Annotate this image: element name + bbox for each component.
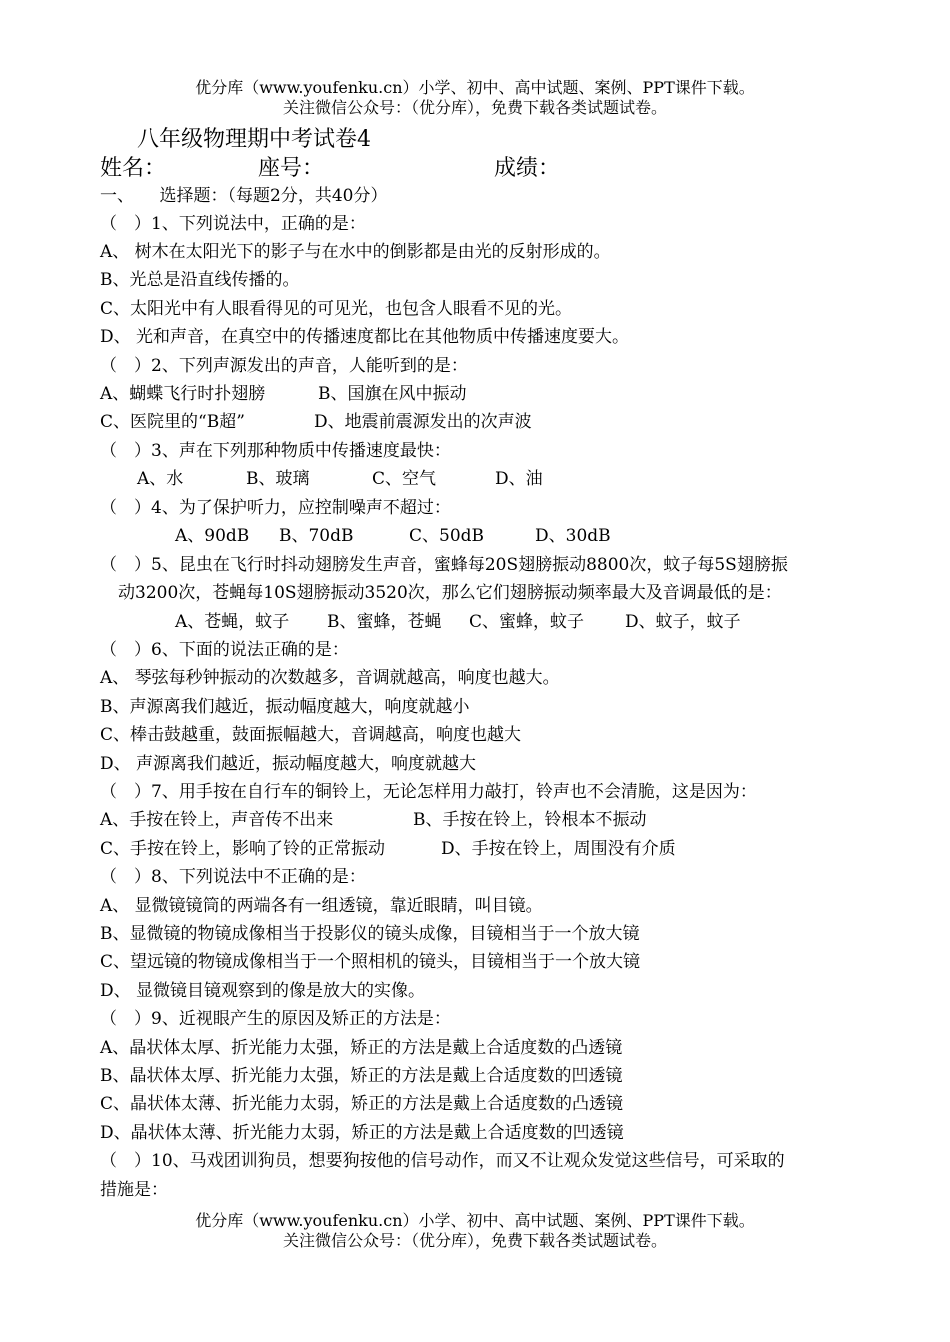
q8-option-b: B、显微镜的物镜成像相当于投影仪的镜头成像，目镜相当于一个放大镜: [100, 924, 640, 944]
question-9-stem: （ ）9、近视眼产生的原因及矫正的方法是：: [100, 1009, 451, 1029]
q7-option-c: C、手按在铃上，影响了铃的正常振动: [100, 839, 386, 859]
q4-option-c: C、50dB: [409, 526, 485, 546]
q4-option-d: D、30dB: [535, 526, 611, 546]
question-8-stem: （ ）8、下列说法中不正确的是：: [100, 867, 366, 887]
q7-option-a: A、手按在铃上，声音传不出来: [100, 810, 334, 830]
question-1-stem: （ ）1、下列说法中，正确的是：: [100, 214, 366, 234]
name-label: 姓名：: [100, 156, 167, 181]
q1-option-d: D、 光和声音，在真空中的传播速度都比在其他物质中传播速度要大。: [100, 327, 630, 347]
q5-option-a: A、苍蝇，蚊子: [175, 612, 290, 632]
q7-option-d: D、手按在铃上，周围没有介质: [441, 839, 676, 859]
q8-option-d: D、 显微镜目镜观察到的像是放大的实像。: [100, 981, 426, 1001]
q1-option-a: A、 树木在太阳光下的影子与在水中的倒影都是由光的反射形成的。: [100, 242, 611, 262]
header-line-2: 关注微信公众号：（优分库），免费下载各类试题试卷。: [282, 98, 667, 117]
q6-option-d: D、 声源离我们越近，振动幅度越大，响度就越大: [100, 754, 477, 774]
q6-option-b: B、声源离我们越近，振动幅度越大，响度就越小: [100, 697, 470, 717]
q1-option-c: C、太阳光中有人眼看得见的可见光，也包含人眼看不见的光。: [100, 299, 573, 319]
q2-option-d: D、地震前震源发出的次声波: [314, 412, 532, 432]
q9-option-c: C、晶状体太薄、折光能力太弱，矫正的方法是戴上合适度数的凸透镜: [100, 1094, 624, 1114]
q6-option-a: A、 琴弦每秒钟振动的次数越多，音调就越高，响度也越大。: [100, 668, 560, 688]
q5-option-d: D、蚊子，蚊子: [625, 612, 741, 632]
question-10-stem-line-2: 措施是：: [100, 1180, 168, 1200]
header-line-1: 优分库（www.youfenku.cn）小学、初中、高中试题、案例、PPT课件下载。: [195, 78, 755, 97]
q1-option-b: B、光总是沿直线传播的。: [100, 270, 300, 290]
question-10-stem-line-1: （ ）10、马戏团训狗员，想要狗按他的信号动作，而又不让观众发觉这些信号，可采取的: [100, 1151, 785, 1171]
q3-option-a: A、水: [137, 469, 184, 489]
q7-option-b: B、手按在铃上，铃根本不振动: [413, 810, 647, 830]
q3-option-c: C、空气: [372, 469, 437, 489]
q8-option-c: C、望远镜的物镜成像相当于一个照相机的镜头，目镜相当于一个放大镜: [100, 952, 641, 972]
q2-option-c: C、医院里的“B超”: [100, 412, 245, 432]
q3-option-d: D、油: [495, 469, 543, 489]
q6-option-c: C、棒击鼓越重，鼓面振幅越大，音调越高，响度也越大: [100, 725, 522, 745]
footer-line-1: 优分库（www.youfenku.cn）小学、初中、高中试题、案例、PPT课件下载。: [195, 1211, 755, 1230]
question-7-stem: （ ）7、用手按在自行车的铜铃上，无论怎样用力敲打，铃声也不会清脆，这是因为：: [100, 782, 757, 802]
section-heading: 一、 选择题：（每题2分，共40分）: [100, 186, 388, 206]
q9-option-b: B、晶状体太厚、折光能力太强，矫正的方法是戴上合适度数的凹透镜: [100, 1066, 623, 1086]
q8-option-a: A、 显微镜镜筒的两端各有一组透镜，靠近眼睛，叫目镜。: [100, 896, 543, 916]
q5-option-c: C、蜜蜂，蚊子: [469, 612, 585, 632]
q2-option-a: A、蝴蝶飞行时扑翅膀: [100, 384, 266, 404]
q9-option-d: D、晶状体太薄、折光能力太弱，矫正的方法是戴上合适度数的凹透镜: [100, 1123, 624, 1143]
exam-title: 八年级物理期中考试卷4: [137, 127, 371, 152]
q5-option-b: B、蜜蜂，苍蝇: [327, 612, 442, 632]
question-5-stem-line-1: （ ）5、昆虫在飞行时抖动翅膀发生声音，蜜蜂每20S翅膀振动8800次，蚊子每5S翅膀振: [100, 555, 788, 575]
q4-option-a: A、90dB: [175, 526, 250, 546]
question-2-stem: （ ）2、下列声源发出的声音，人能听到的是：: [100, 356, 468, 376]
footer-line-2: 关注微信公众号：（优分库），免费下载各类试题试卷。: [282, 1231, 667, 1250]
score-label: 成绩：: [494, 156, 561, 181]
q3-option-b: B、玻璃: [246, 469, 310, 489]
question-5-stem-line-2: 动3200次，苍蝇每10S翅膀振动3520次，那么它们翅膀振动频率最大及音调最低的是：: [118, 583, 782, 603]
question-6-stem: （ ）6、下面的说法正确的是：: [100, 640, 349, 660]
seat-label: 座号：: [258, 156, 325, 181]
q2-option-b: B、国旗在风中振动: [318, 384, 467, 404]
q4-option-b: B、70dB: [279, 526, 354, 546]
q9-option-a: A、晶状体太厚、折光能力太强，矫正的方法是戴上合适度数的凸透镜: [100, 1038, 623, 1058]
question-4-stem: （ ）4、为了保护听力，应控制噪声不超过：: [100, 498, 451, 518]
question-3-stem: （ ）3、声在下列那种物质中传播速度最快：: [100, 441, 451, 461]
